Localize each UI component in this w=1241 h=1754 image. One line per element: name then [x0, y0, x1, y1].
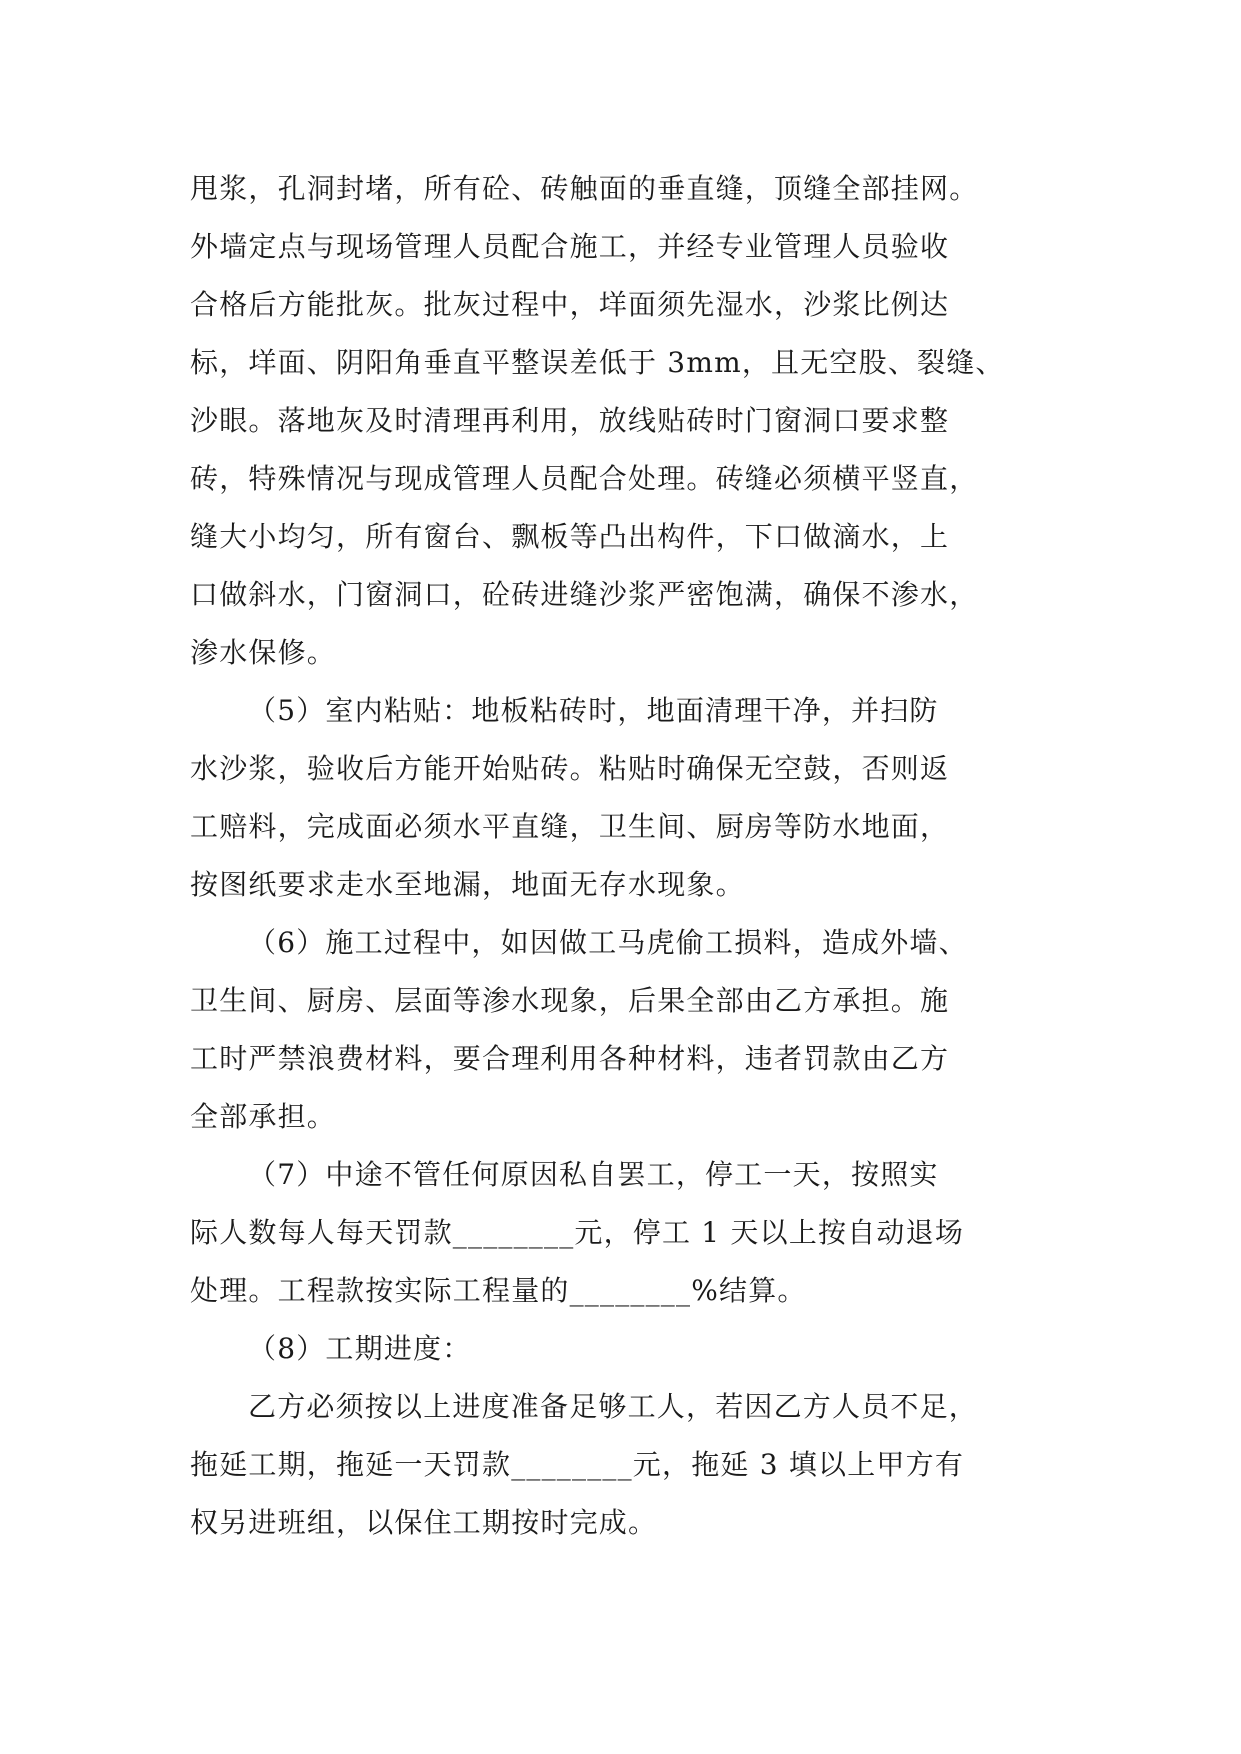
text-line: 工时严禁浪费材料，要合理利用各种材料，违者罚款由乙方 [190, 1042, 950, 1075]
text-line: 全部承担。 [190, 1100, 337, 1133]
text-line: 乙方必须按以上进度准备足够工人，若因乙方人员不足， [248, 1390, 979, 1423]
text-line: （8）工期进度： [248, 1332, 472, 1365]
document-body [190, 160, 1060, 1552]
text-line: 砖，特殊情况与现成管理人员配合处理。砖缝必须横平竖直， [190, 462, 979, 495]
text-line: （6）施工过程中，如因做工马虎偷工损料，造成外墙、 [248, 926, 968, 959]
text-line: 卫生间、厨房、层面等渗水现象，后果全部由乙方承担。施 [190, 984, 950, 1017]
text-line: 际人数每人每天罚款________元，停工 1 天以上按自动退场 [190, 1216, 965, 1249]
text-line: 拖延工期，拖延一天罚款________元，拖延 3 填以上甲方有 [190, 1448, 965, 1481]
text-line: 缝大小均匀，所有窗台、飘板等凸出构件，下口做滴水，上 [190, 520, 950, 553]
text-line: 口做斜水，门窗洞口，砼砖进缝沙浆严密饱满，确保不渗水， [190, 578, 979, 611]
text-line: 处理。工程款按实际工程量的________%结算。 [190, 1274, 807, 1307]
text-line: （7）中途不管任何原因私自罢工，停工一天，按照实 [248, 1158, 939, 1191]
text-line: 沙眼。落地灰及时清理再利用，放线贴砖时门窗洞口要求整 [190, 404, 950, 437]
text-line: 合格后方能批灰。批灰过程中，垟面须先湿水，沙浆比例达 [190, 288, 950, 321]
text-line: （5）室内粘贴：地板粘砖时，地面清理干净，并扫防 [248, 694, 939, 727]
text-line: 标，垟面、阴阳角垂直平整误差低于 3mm，且无空股、裂缝、 [190, 346, 1005, 379]
text-line: 工赔料，完成面必须水平直缝，卫生间、厨房等防水地面， [190, 810, 950, 843]
text-line: 水沙浆，验收后方能开始贴砖。粘贴时确保无空鼓，否则返 [190, 752, 950, 785]
text-line: 按图纸要求走水至地漏，地面无存水现象。 [190, 868, 745, 901]
text-line: 渗水保修。 [190, 636, 337, 669]
text-line: 权另进班组，以保住工期按时完成。 [190, 1506, 658, 1539]
text-line: 甩浆，孔洞封堵，所有砼、砖触面的垂直缝，顶缝全部挂网。 [190, 172, 979, 205]
text-line: 外墙定点与现场管理人员配合施工，并经专业管理人员验收 [190, 230, 950, 263]
